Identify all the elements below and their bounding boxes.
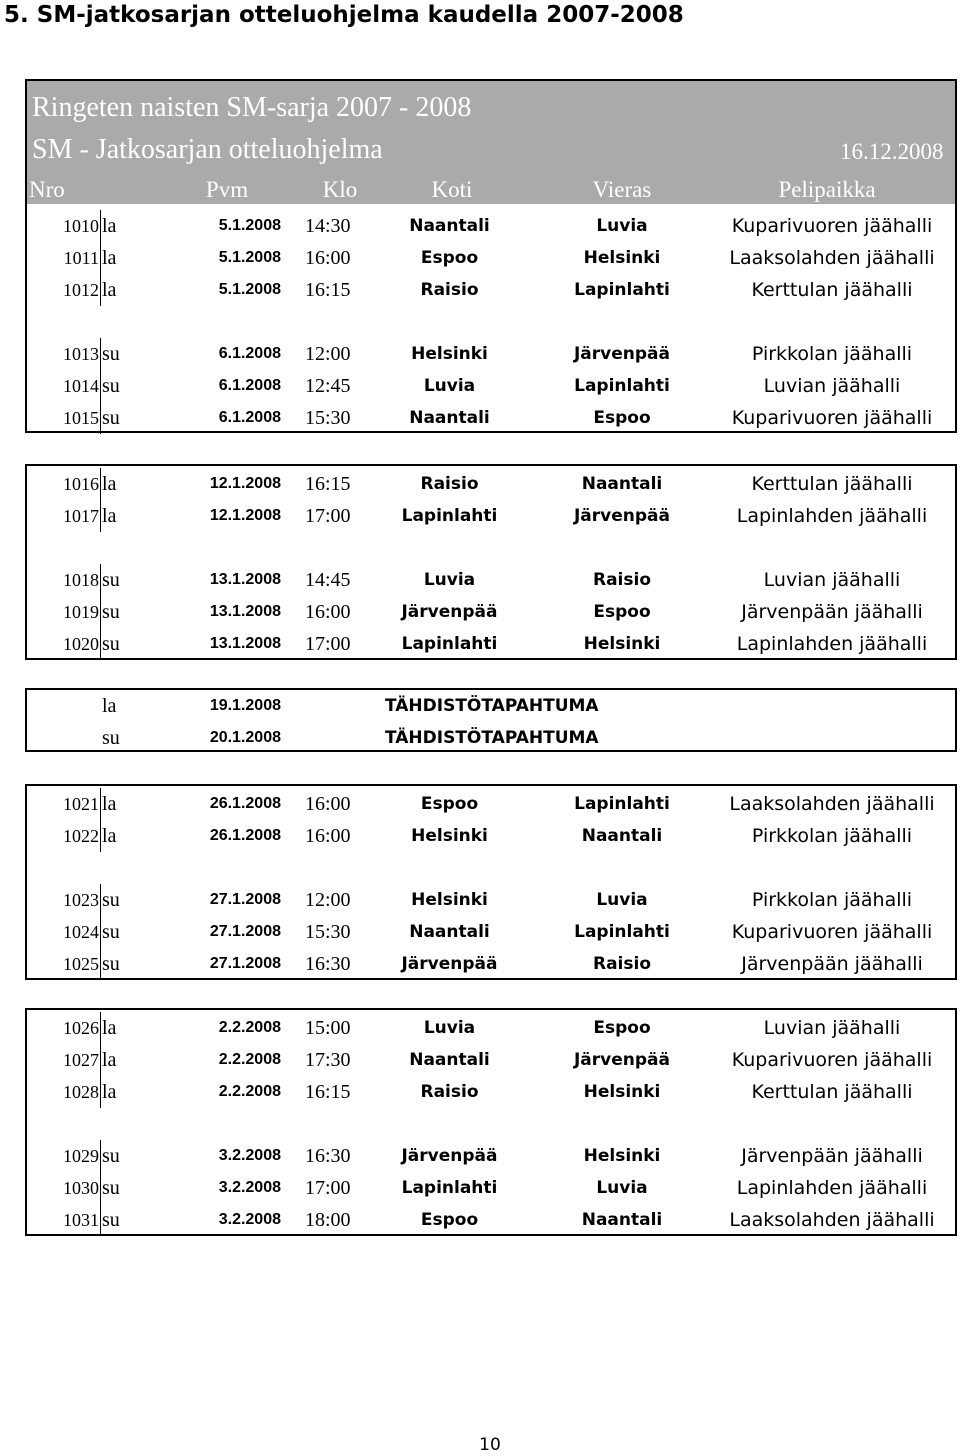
match-date: 26.1.2008 [209, 795, 281, 812]
match-day: su [102, 407, 120, 429]
home-team: Luvia [423, 1018, 476, 1038]
match-date: 6.1.2008 [218, 409, 281, 426]
away-team: Järvenpää [573, 344, 670, 364]
event-row [27, 690, 955, 722]
match-time: 17:00 [305, 505, 351, 527]
match-time: 16:30 [305, 1145, 351, 1167]
match-row [27, 596, 955, 628]
match-row [27, 242, 955, 274]
venue: Lapinlahden jäähalli [736, 505, 928, 527]
away-team: Helsinki [583, 634, 661, 654]
match-number [27, 690, 99, 722]
column-divider [100, 1012, 101, 1044]
schedule-date: 16.12.2008 [840, 139, 944, 164]
match-row [27, 1172, 955, 1204]
match-date: 19.1.2008 [209, 697, 281, 714]
match-date [167, 852, 281, 884]
match-day: la [102, 473, 117, 495]
column-divider [100, 1076, 101, 1108]
column-divider [100, 242, 101, 274]
home-team: Naantali [409, 922, 490, 942]
match-row [27, 820, 955, 852]
away-team: Luvia [596, 890, 648, 910]
match-date: 6.1.2008 [218, 345, 281, 362]
away-team: Helsinki [583, 1146, 661, 1166]
column-divider [100, 468, 101, 500]
match-day [102, 1108, 162, 1140]
match-time: 15:00 [305, 1017, 351, 1039]
away-team: Naantali [581, 1210, 663, 1230]
match-date: 2.2.2008 [218, 1083, 281, 1100]
spacer-row [27, 532, 955, 564]
schedule-title: Ringeten naisten SM-sarja 2007 - 2008 [32, 92, 472, 123]
match-number [27, 1108, 99, 1140]
column-divider [100, 788, 101, 820]
column-divider [100, 948, 101, 980]
match-day: su [102, 953, 120, 975]
match-time: 14:45 [305, 569, 351, 591]
venue [707, 532, 957, 564]
home-team: Raisio [420, 474, 479, 494]
match-number: 1021 [63, 794, 99, 814]
column-divider [100, 500, 101, 532]
match-row [27, 500, 955, 532]
match-number: 1016 [63, 474, 99, 494]
match-number: 1018 [63, 570, 99, 590]
home-team: Lapinlahti [401, 506, 498, 526]
match-date: 3.2.2008 [218, 1147, 281, 1164]
column-divider [100, 820, 101, 852]
match-date: 12.1.2008 [209, 507, 281, 524]
schedule-group [25, 784, 957, 980]
match-day: la [102, 247, 117, 269]
venue: Järvenpään jäähalli [741, 1145, 923, 1167]
match-date: 13.1.2008 [209, 571, 281, 588]
column-divider [100, 210, 101, 242]
match-date: 2.2.2008 [218, 1019, 281, 1036]
venue: Järvenpään jäähalli [741, 601, 923, 623]
venue: Luvian jäähalli [763, 375, 901, 397]
match-number: 1024 [63, 922, 99, 942]
match-time: 16:00 [305, 793, 351, 815]
match-row [27, 370, 955, 402]
schedule-group [25, 464, 957, 660]
match-row [27, 468, 955, 500]
venue [707, 852, 957, 884]
column-divider [100, 596, 101, 628]
match-date [167, 532, 281, 564]
home-team: Lapinlahti [401, 634, 498, 654]
column-divider [100, 628, 101, 660]
match-date [167, 1108, 281, 1140]
home-team: Luvia [423, 570, 476, 590]
match-number: 1012 [63, 280, 99, 300]
match-day: la [102, 505, 117, 527]
away-team: Lapinlahti [574, 280, 670, 300]
match-date: 26.1.2008 [209, 827, 281, 844]
venue: Kerttulan jäähalli [751, 279, 913, 301]
match-time: 17:30 [305, 1049, 351, 1071]
home-team: Lapinlahti [401, 1178, 498, 1198]
col-pelipaikka: Pelipaikka [778, 177, 876, 202]
match-time: 12:45 [305, 375, 351, 397]
match-time: 15:30 [305, 921, 351, 943]
table-header [25, 79, 957, 204]
match-time: 16:30 [305, 953, 351, 975]
schedule-group [25, 1008, 957, 1236]
match-row [27, 884, 955, 916]
col-vieras: Vieras [592, 177, 652, 202]
match-number: 1015 [63, 408, 99, 428]
match-time: 16:00 [305, 825, 351, 847]
column-divider [100, 1140, 101, 1172]
match-day: su [102, 921, 120, 943]
match-day: la [102, 695, 117, 717]
match-day: la [102, 1081, 117, 1103]
match-day: su [102, 1145, 120, 1167]
column-divider [100, 402, 101, 434]
match-day [102, 852, 162, 884]
match-day: su [102, 375, 120, 397]
home-team: Naantali [409, 408, 490, 428]
venue: Lapinlahden jäähalli [736, 633, 928, 655]
match-time: 16:00 [305, 601, 351, 623]
home-team: Helsinki [411, 344, 488, 364]
match-date: 27.1.2008 [209, 923, 281, 940]
match-day: la [102, 215, 117, 237]
home-team: Helsinki [411, 826, 488, 846]
match-number: 1014 [63, 376, 99, 396]
match-row [27, 628, 955, 660]
match-time: 12:00 [305, 889, 351, 911]
venue: Pirkkolan jäähalli [751, 889, 913, 911]
match-time [305, 1108, 375, 1140]
match-day: su [102, 343, 120, 365]
away-team: Espoo [593, 408, 651, 428]
home-team [377, 306, 522, 338]
match-number: 1010 [63, 216, 99, 236]
match-row [27, 948, 955, 980]
spacer-row [27, 1108, 955, 1140]
away-team [547, 1108, 697, 1140]
home-team: Naantali [409, 216, 490, 236]
venue: Pirkkolan jäähalli [751, 343, 913, 365]
match-date: 27.1.2008 [209, 955, 281, 972]
match-day: su [102, 601, 120, 623]
schedule-group [25, 688, 957, 752]
away-team: Helsinki [583, 248, 661, 268]
match-row [27, 402, 955, 434]
col-klo: Klo [322, 177, 358, 202]
away-team [547, 852, 697, 884]
home-team: Järvenpää [401, 1146, 498, 1166]
match-number [27, 852, 99, 884]
match-day: su [102, 633, 120, 655]
schedule-subtitle: SM - Jatkosarjan otteluohjelma [32, 134, 383, 165]
column-divider [100, 884, 101, 916]
venue: Kuparivuoren jäähalli [731, 921, 933, 943]
home-team: Raisio [420, 1082, 479, 1102]
away-team: Naantali [581, 826, 663, 846]
match-number: 1027 [63, 1050, 99, 1070]
page-number: 10 [479, 1435, 501, 1455]
match-time: 18:00 [305, 1209, 351, 1231]
venue: Lapinlahden jäähalli [736, 1177, 928, 1199]
match-date: 5.1.2008 [218, 281, 281, 298]
home-team: Helsinki [411, 890, 488, 910]
match-date: 5.1.2008 [218, 249, 281, 266]
match-day: su [102, 1209, 120, 1231]
match-row [27, 1044, 955, 1076]
away-team: Luvia [596, 216, 648, 236]
away-team [547, 532, 697, 564]
away-team: Lapinlahti [574, 376, 670, 396]
spacer-row [27, 852, 955, 884]
match-number [27, 722, 99, 754]
match-day: su [102, 1177, 120, 1199]
match-time [305, 306, 375, 338]
match-date: 20.1.2008 [209, 729, 281, 746]
match-date: 2.2.2008 [218, 1051, 281, 1068]
match-number: 1022 [63, 826, 99, 846]
match-time: 16:00 [305, 247, 351, 269]
away-team: Järvenpää [573, 506, 670, 526]
match-time: 17:00 [305, 1177, 351, 1199]
venue: Pirkkolan jäähalli [751, 825, 913, 847]
match-number: 1031 [63, 1210, 99, 1230]
match-date: 12.1.2008 [209, 475, 281, 492]
home-team: Järvenpää [401, 954, 498, 974]
home-team [377, 1108, 522, 1140]
venue: Kuparivuoren jäähalli [731, 1049, 933, 1071]
venue: Laaksolahden jäähalli [729, 1209, 935, 1231]
venue [707, 1108, 957, 1140]
column-divider [100, 916, 101, 948]
match-date: 3.2.2008 [218, 1211, 281, 1228]
match-time [305, 852, 375, 884]
match-day: su [102, 889, 120, 911]
away-team: Lapinlahti [574, 922, 670, 942]
home-team [377, 532, 522, 564]
schedule-group [25, 204, 957, 433]
col-koti: Koti [431, 177, 473, 202]
home-team: Luvia [423, 376, 476, 396]
column-divider [100, 1204, 101, 1236]
match-number: 1026 [63, 1018, 99, 1038]
away-team: Helsinki [583, 1082, 661, 1102]
match-row [27, 916, 955, 948]
match-number: 1030 [63, 1178, 99, 1198]
match-number: 1019 [63, 602, 99, 622]
match-time [305, 532, 375, 564]
column-divider [100, 370, 101, 402]
event-row [27, 722, 955, 754]
away-team: Lapinlahti [574, 794, 670, 814]
home-team: Espoo [420, 794, 479, 814]
away-team: Raisio [592, 570, 651, 590]
match-time: 12:00 [305, 343, 351, 365]
home-team: Naantali [409, 1050, 490, 1070]
home-team: Raisio [420, 280, 479, 300]
match-date: 27.1.2008 [209, 891, 281, 908]
away-team: Espoo [593, 1018, 651, 1038]
column-divider [100, 274, 101, 306]
match-row [27, 788, 955, 820]
match-day [102, 532, 162, 564]
column-divider [100, 1044, 101, 1076]
match-number: 1028 [63, 1082, 99, 1102]
match-day [102, 306, 162, 338]
venue: Luvian jäähalli [763, 569, 901, 591]
home-team: Espoo [420, 1210, 479, 1230]
match-day: su [102, 569, 120, 591]
venue: Luvian jäähalli [763, 1017, 901, 1039]
match-time: 15:30 [305, 407, 351, 429]
venue: Kerttulan jäähalli [751, 473, 913, 495]
match-date: 13.1.2008 [209, 635, 281, 652]
match-day: la [102, 1017, 117, 1039]
match-date: 6.1.2008 [218, 377, 281, 394]
match-row [27, 210, 955, 242]
match-day: la [102, 825, 117, 847]
match-row [27, 1012, 955, 1044]
match-number: 1020 [63, 634, 99, 654]
away-team: Naantali [581, 474, 663, 494]
match-date: 5.1.2008 [218, 217, 281, 234]
venue: Laaksolahden jäähalli [729, 793, 935, 815]
column-divider [100, 1172, 101, 1204]
event-name: TÄHDISTÖTAPAHTUMA [385, 728, 599, 748]
match-number: 1029 [63, 1146, 99, 1166]
match-number [27, 532, 99, 564]
match-number: 1025 [63, 954, 99, 974]
event-name: TÄHDISTÖTAPAHTUMA [385, 696, 599, 716]
spacer-row [27, 306, 955, 338]
venue: Kuparivuoren jäähalli [731, 215, 933, 237]
match-number [27, 306, 99, 338]
venue: Laaksolahden jäähalli [729, 247, 935, 269]
away-team: Espoo [593, 602, 651, 622]
away-team: Raisio [592, 954, 651, 974]
match-time: 16:15 [305, 279, 351, 301]
match-time: 16:15 [305, 473, 351, 495]
match-row [27, 564, 955, 596]
home-team: Espoo [420, 248, 479, 268]
section-heading: 5. SM-jatkosarjan otteluohjelma kaudella 2007-2008 [4, 2, 684, 28]
match-date: 3.2.2008 [218, 1179, 281, 1196]
away-team: Luvia [596, 1178, 648, 1198]
venue: Kuparivuoren jäähalli [731, 407, 933, 429]
match-time: 17:00 [305, 633, 351, 655]
match-number: 1017 [63, 506, 99, 526]
match-number: 1011 [63, 248, 99, 268]
match-day: su [102, 727, 120, 749]
column-divider [100, 564, 101, 596]
match-time: 14:30 [305, 215, 351, 237]
match-day: la [102, 279, 117, 301]
home-team: Järvenpää [401, 602, 498, 622]
column-divider [100, 338, 101, 370]
col-nro: Nro [29, 177, 65, 202]
venue [707, 306, 957, 338]
match-day: la [102, 1049, 117, 1071]
match-row [27, 1204, 955, 1236]
away-team: Järvenpää [573, 1050, 670, 1070]
home-team [377, 852, 522, 884]
match-day: la [102, 793, 117, 815]
match-row [27, 274, 955, 306]
match-row [27, 338, 955, 370]
col-pvm: Pvm [205, 177, 249, 202]
match-date [167, 306, 281, 338]
match-row [27, 1076, 955, 1108]
match-row [27, 1140, 955, 1172]
match-time: 16:15 [305, 1081, 351, 1103]
venue: Järvenpään jäähalli [741, 953, 923, 975]
away-team [547, 306, 697, 338]
venue: Kerttulan jäähalli [751, 1081, 913, 1103]
match-number: 1023 [63, 890, 99, 910]
match-date: 13.1.2008 [209, 603, 281, 620]
match-number: 1013 [63, 344, 99, 364]
